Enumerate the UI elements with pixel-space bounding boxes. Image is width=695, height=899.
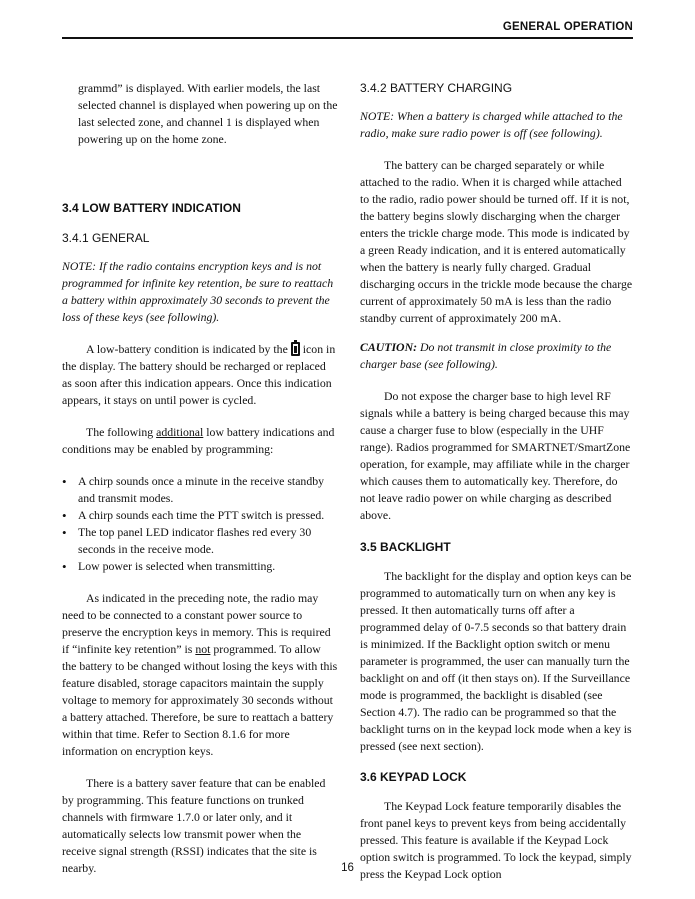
list-item: • A chirp sounds each time the PTT switch is pressed. <box>62 507 338 524</box>
battery-saver-paragraph: There is a battery saver feature that can be enabled by programming. This feature functions on trunked channels with firmware 1.7.0 or later only, and it automatically selects low transmit power when the receive signal strength (RSSI) indicates that the site is nearby. <box>62 776 326 875</box>
encryption-note: NOTE: If the radio contains encryption keys and is not programmed for infinite key retention, be sure to reattach a battery within approximately 30 seconds to prevent the loss of these keys (see following). <box>62 259 334 324</box>
low-battery-bullet-list <box>62 473 338 575</box>
section-3-5-heading: 3.5 BACKLIGHT <box>360 540 451 554</box>
low-battery-text-b: icon in the display. The battery should be recharged or replaced as soon after this indication appears. Once this indication appears, it stays on until power is cycled. <box>62 342 336 407</box>
list-item: • The top panel LED indicator flashes red every 30 seconds in the receive mode. <box>62 524 338 558</box>
list-item: • A chirp sounds once a minute in the receive standby and transmit modes. <box>62 473 338 507</box>
backlight-paragraph: The backlight for the display and option keys can be programmed to automatically turn on when any key is pressed. It then automatically turns off after a programmed delay of 0-7.5 seconds so that battery drain is minimized. If the Backlight option switch or menu parameter is programmed, the user can manually turn the backlight on and off (it then stays on). If the Surveillance mode is programmed, the backlight is disabled (see Section 4.7). The radio can be programmed so that the backlight turns on in the keypad lock mode when a key is pressed (see next section). <box>360 569 632 753</box>
charging-note: NOTE: When a battery is charged while attached to the radio, make sure radio power is off (see following). <box>360 109 623 140</box>
encryption-keys-paragraph <box>62 590 338 760</box>
left-column <box>62 80 338 877</box>
battery-icon <box>291 342 300 356</box>
section-3-4-1-heading: 3.4.1 GENERAL <box>62 231 150 245</box>
continued-paragraph: grammd” is displayed. With earlier models, the last selected channel is displayed when powering up on the last selected zone, and channel 1 is displayed when powering up on the home zone. <box>78 81 338 146</box>
encryption-text-a: As indicated in the preceding note, the radio may need to be connected to a constant power source to preserve the encryption keys in memory. This is required if “infinite key retention” is <box>62 591 331 656</box>
caution-note <box>360 339 633 373</box>
additional-underlined: additional <box>156 425 204 439</box>
header-rule <box>62 37 633 39</box>
keypad-lock-paragraph: The Keypad Lock feature temporarily disables the front panel keys to prevent keys from being accidentally pressed. This feature is available if the Keypad Lock option switch is programmed. To lock the keypad, simply press the Keypad Lock option <box>360 799 632 881</box>
charger-rf-paragraph: Do not expose the charger base to high level RF signals while a battery is being charged because this may cause a charger fuse to blow (especially in the UHF range). Radios programmed for SMARTNET/SmartZone operation, for example, may affiliate while in the charger which causes them to automatically key. Therefore, do not leave radio power on while charging as described above. <box>360 389 631 522</box>
additional-indications-paragraph <box>62 424 338 458</box>
additional-text-a: The following <box>86 425 154 439</box>
caution-text: Do not transmit in close proximity to the charger base (see following). <box>360 340 612 371</box>
right-column <box>360 80 633 883</box>
section-3-6-heading: 3.6 KEYPAD LOCK <box>360 770 467 784</box>
list-item: • Low power is selected when transmitting. <box>62 558 338 575</box>
caution-label: CAUTION: <box>360 340 418 354</box>
charging-paragraph: The battery can be charged separately or while attached to the radio. When it is charged while attached to the radio, radio power should be turned off. If it is not, the battery begins slowly discharging when the charger enters the trickle charge mode. This mode is indicated by a green Ready indication, and it is entered automatically when the battery is nearly fully charged. Gradual discharging occurs in the trickle mode because the charge current of approximately 50 mA is less than the radio standby current of approximately 200 mA. <box>360 158 633 325</box>
encryption-underlined: not <box>195 642 211 656</box>
additional-text-b: low battery indications and conditions may be enabled by programming: <box>62 425 335 456</box>
encryption-text-b: programmed. To allow the battery to be changed without losing the keys with this feature disabled, storage capacitors maintain the supply voltage to memory for approximately 30 seconds without a battery attached. Therefore, be sure to reattach a battery within that time. Refer to Section 8.1.6 for more information on encryption keys. <box>62 642 338 758</box>
page-number: 16 <box>341 862 354 874</box>
running-header: GENERAL OPERATION <box>502 21 633 33</box>
section-3-4-2-heading: 3.4.2 BATTERY CHARGING <box>360 81 513 95</box>
low-battery-text-a: A low-battery condition is indicated by the <box>86 342 288 356</box>
section-3-4-heading: 3.4 LOW BATTERY INDICATION <box>62 201 241 215</box>
low-battery-paragraph <box>62 341 338 409</box>
